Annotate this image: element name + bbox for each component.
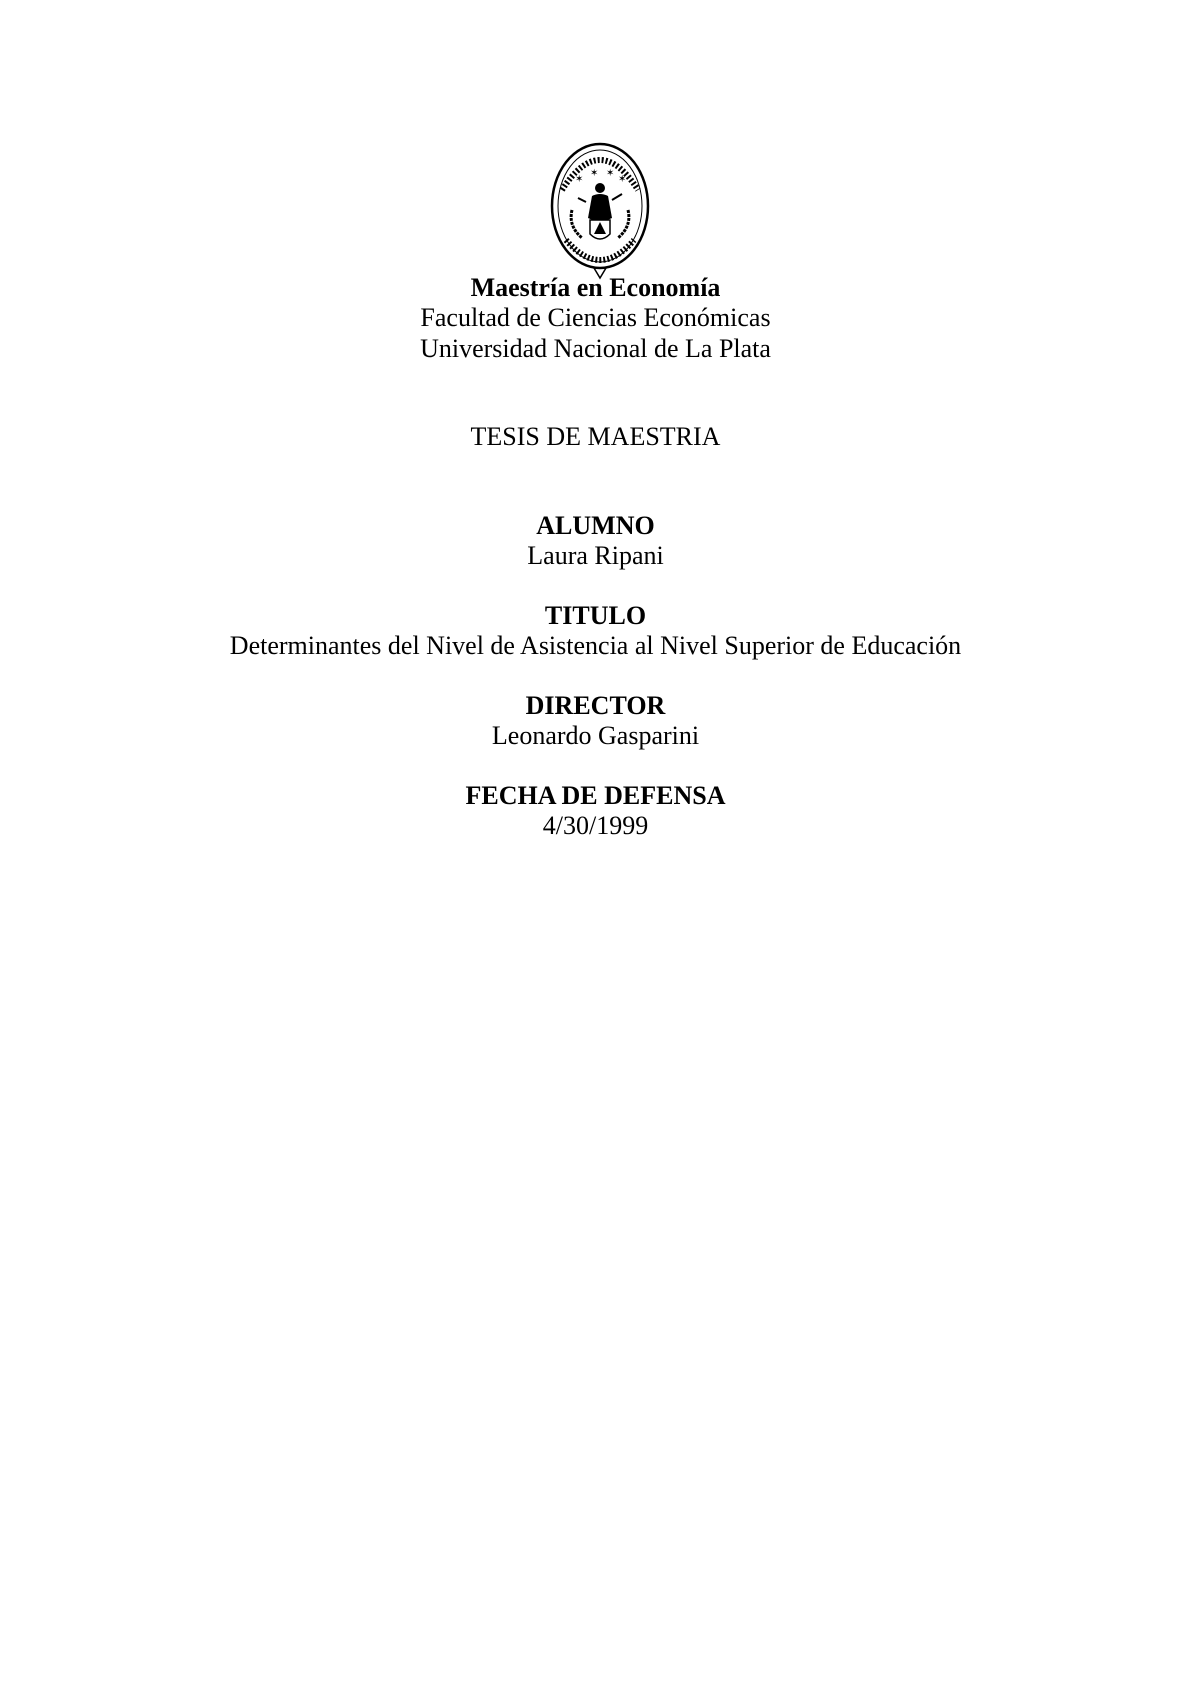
title-heading: TITULO <box>544 601 647 630</box>
svg-text:✶: ✶ <box>606 168 615 179</box>
director-name: Leonardo Gasparini <box>491 721 700 750</box>
director-heading: DIRECTOR <box>525 691 666 720</box>
document-type: TESIS DE MAESTRIA <box>470 422 721 451</box>
university-name: Universidad Nacional de La Plata <box>420 334 771 363</box>
student-name: Laura Ripani <box>527 541 664 570</box>
defense-date: 4/30/1999 <box>542 811 649 840</box>
faculty-name: Facultad de Ciencias Económicas <box>420 303 771 332</box>
university-seal-icon <box>542 140 658 282</box>
svg-text:✶: ✶ <box>590 168 599 179</box>
svg-text:✶: ✶ <box>575 174 584 185</box>
thesis-title: Determinantes del Nivel de Asistencia al Nivel Superior de Educación <box>229 631 962 660</box>
svg-text:✶: ✶ <box>618 174 627 185</box>
program-name: Maestría en Economía <box>470 273 721 302</box>
student-heading: ALUMNO <box>536 511 655 540</box>
defense-date-heading: FECHA DE DEFENSA <box>465 781 726 810</box>
